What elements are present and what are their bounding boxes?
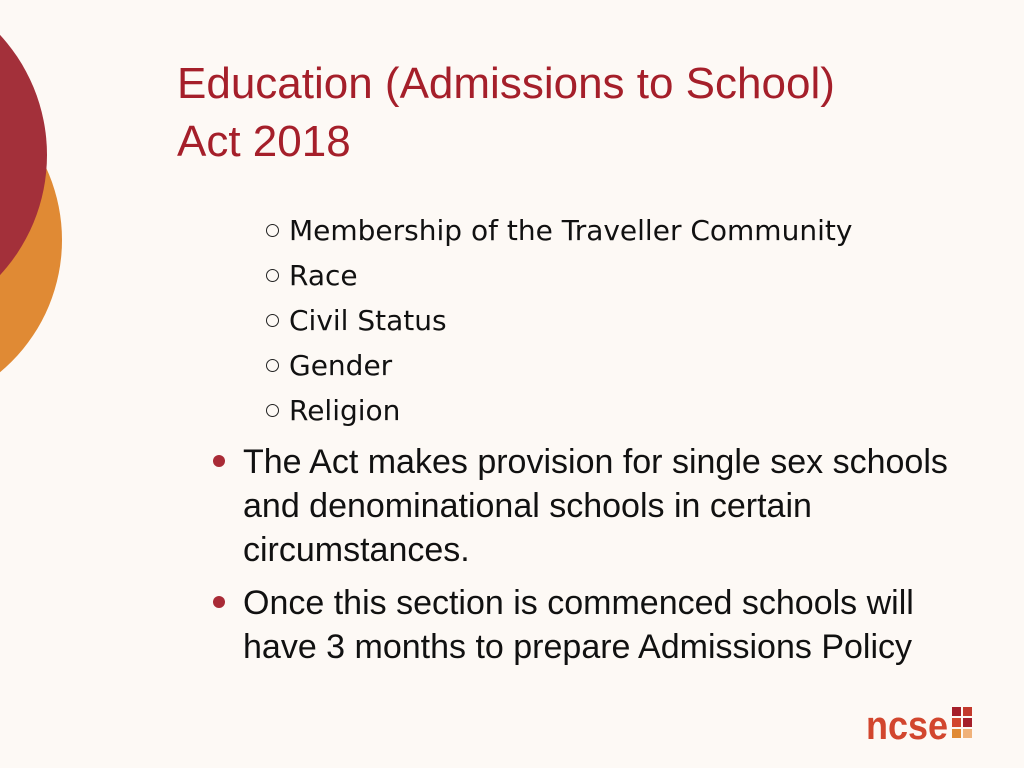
filled-circle-icon [213, 455, 225, 467]
list-item [262, 253, 852, 298]
list-item-text: The Act makes provision for single sex schools and denominational schools in certain circumstances. [243, 443, 948, 569]
protected-grounds-list [262, 208, 852, 433]
ncse-logo [866, 704, 974, 744]
slide-title-line-2: Act 2018 [177, 117, 351, 166]
list-item [213, 581, 973, 669]
list-item [262, 388, 852, 433]
list-item-text: Race [289, 259, 358, 292]
list-item-text: Gender [289, 349, 393, 382]
list-item [262, 208, 852, 253]
hollow-circle-icon [266, 269, 279, 282]
slide-title [177, 55, 977, 171]
hollow-circle-icon [266, 314, 279, 327]
slide-title-line-1: Education (Admissions to School) [177, 59, 835, 108]
filled-circle-icon [213, 596, 225, 608]
list-item-text: Once this section is commenced schools will have 3 months to prepare Admissions Policy [243, 584, 914, 666]
list-item-text: Civil Status [289, 304, 447, 337]
decorative-circles [0, 0, 80, 420]
hollow-circle-icon [266, 359, 279, 372]
ncse-logo-text: ncse [866, 704, 948, 744]
logo-squares-icon [952, 707, 972, 738]
list-item-text: Membership of the Traveller Community [289, 214, 853, 247]
hollow-circle-icon [266, 224, 279, 237]
list-item [262, 298, 852, 343]
main-bullet-list [213, 440, 973, 678]
hollow-circle-icon [266, 404, 279, 417]
list-item [262, 343, 852, 388]
list-item-text: Religion [289, 394, 401, 427]
list-item [213, 440, 973, 572]
